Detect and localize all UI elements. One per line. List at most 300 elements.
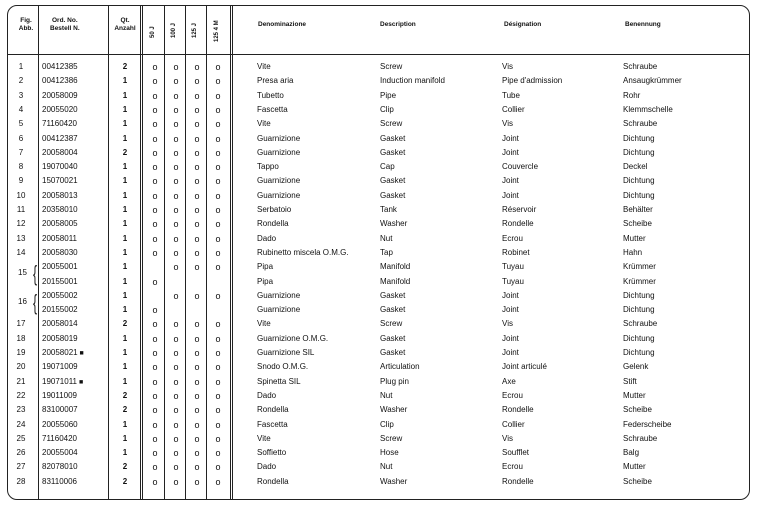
name-german: Schraube (623, 62, 658, 71)
name-german: Dichtung (623, 305, 655, 315)
model-applicability-mark: o (215, 433, 221, 444)
table-row (0, 174, 760, 188)
model-applicability-mark: o (152, 333, 158, 344)
model-applicability-mark: o (194, 133, 200, 144)
model-applicability-mark: o (194, 376, 200, 387)
table-row (0, 418, 760, 432)
table-row (0, 460, 760, 474)
fig-number: 16 (18, 296, 27, 306)
name-german: Klemmschelle (623, 104, 673, 114)
name-italian: Soffietto (257, 448, 287, 458)
model-applicability-mark: o (215, 405, 221, 416)
table-row (0, 203, 760, 217)
name-german: Dichtung (623, 133, 655, 143)
table-row (0, 346, 760, 360)
quantity: 1 (122, 433, 128, 443)
model-applicability-mark: o (152, 390, 158, 401)
fig-number: 21 (16, 376, 26, 386)
table-row (0, 89, 760, 103)
model-applicability-mark: o (173, 247, 179, 258)
name-english: Manifold (380, 276, 411, 286)
name-italian: Dado (257, 390, 277, 400)
order-number: 19071011 ■ (42, 376, 84, 386)
table-row (0, 403, 760, 417)
model-applicability-mark: o (173, 104, 179, 115)
model-applicability-mark: o (173, 147, 179, 158)
quantity: 1 (122, 76, 128, 86)
order-number: 20058009 (42, 90, 78, 100)
table-row (0, 389, 760, 403)
quantity: 2 (122, 147, 128, 157)
model-applicability-mark: o (173, 290, 179, 301)
quantity: 1 (122, 176, 128, 186)
model-applicability-mark: o (215, 233, 221, 244)
model-applicability-mark: o (215, 162, 221, 173)
name-italian: Tappo (257, 162, 279, 172)
table-row (0, 217, 760, 231)
name-german: Mutter (623, 462, 646, 472)
name-italian: Presa aria (257, 76, 294, 86)
fig-number: 15 (18, 268, 27, 278)
fig-number: 10 (16, 190, 26, 200)
name-english: Screw (380, 319, 403, 329)
table-row (0, 317, 760, 331)
fig-number: 18 (16, 333, 26, 343)
order-number: 20058021 ■ (42, 348, 84, 357)
name-english: Pipe (380, 90, 397, 100)
header-german: Benennung (625, 21, 661, 28)
name-english: Tap (380, 247, 393, 257)
model-applicability-mark: o (152, 104, 158, 115)
model-applicability-mark: o (173, 162, 179, 173)
model-applicability-mark: o (215, 76, 221, 87)
name-french: Joint (502, 190, 519, 200)
name-italian: Vite (257, 62, 271, 71)
name-french: Robinet (502, 247, 530, 257)
order-number: 20358010 (42, 205, 78, 214)
order-number: 20058005 (42, 219, 78, 229)
model-applicability-mark: o (194, 62, 200, 72)
model-applicability-mark: o (194, 262, 200, 273)
quantity: 1 (122, 262, 128, 272)
order-number: 20055060 (42, 419, 78, 429)
quantity: 1 (122, 162, 128, 172)
quantity: 1 (122, 247, 128, 257)
model-applicability-mark: o (173, 205, 179, 215)
name-french: Ecrou (502, 462, 523, 472)
fig-number: 26 (16, 448, 26, 458)
table-row (0, 232, 760, 246)
model-applicability-mark: o (215, 348, 221, 358)
name-italian: Vite (257, 433, 271, 443)
name-italian: Guarnizione (257, 190, 301, 200)
order-number: 20055002 (42, 290, 78, 300)
name-italian: Tubetto (257, 90, 284, 100)
fig-number: 12 (16, 219, 26, 229)
name-english: Articulation (380, 362, 420, 372)
order-number: 20055001 (42, 262, 78, 272)
model-applicability-mark: o (152, 190, 158, 201)
quantity: 1 (122, 276, 128, 286)
table-row (0, 475, 760, 489)
name-english: Cap (380, 162, 395, 172)
order-number: 20058030 (42, 247, 78, 257)
order-number: 20058013 (42, 190, 78, 200)
table-row (0, 160, 760, 174)
model-applicability-mark: o (152, 433, 158, 444)
quantity: 1 (122, 190, 128, 200)
model-applicability-mark: o (194, 190, 200, 201)
quantity: 1 (122, 419, 128, 429)
name-german: Gelenk (623, 362, 649, 372)
fig-number: 19 (16, 348, 26, 357)
model-applicability-mark: o (215, 119, 221, 130)
model-applicability-mark: o (173, 319, 179, 330)
model-applicability-mark: o (152, 219, 158, 230)
name-italian: Pipa (257, 262, 274, 272)
order-number: 15070021 (42, 176, 78, 186)
name-english: Gasket (380, 333, 406, 343)
model-applicability-mark: o (194, 90, 200, 101)
model-applicability-mark: o (194, 405, 200, 416)
name-english: Clip (380, 419, 394, 429)
name-french: Joint (502, 290, 519, 300)
name-french: Joint (502, 133, 519, 143)
name-english: Clip (380, 104, 394, 114)
table-row (0, 275, 760, 289)
model-applicability-mark: o (194, 462, 200, 473)
name-english: Nut (380, 233, 393, 243)
table-row (0, 103, 760, 117)
table-row (0, 446, 760, 460)
table-row (0, 303, 760, 317)
name-english: Gasket (380, 305, 406, 315)
quantity: 1 (122, 90, 128, 100)
header-model-125-4m: 125 4 M (214, 20, 220, 42)
table-row (0, 246, 760, 260)
model-applicability-mark: o (215, 219, 221, 230)
model-applicability-mark: o (173, 119, 179, 130)
header-qt: Qt. Anzahl (114, 17, 136, 32)
header-fig: Fig. Abb. (18, 17, 34, 32)
name-italian: Spinetta SIL (257, 376, 301, 386)
model-applicability-mark: o (173, 476, 179, 487)
name-german: Dichtung (623, 190, 655, 200)
name-english: Plug pin (380, 376, 409, 386)
order-number: 20155001 (42, 276, 78, 286)
model-applicability-mark: o (152, 162, 158, 173)
table-row (0, 117, 760, 131)
header-english: Description (380, 21, 416, 28)
name-english: Manifold (380, 262, 411, 272)
order-number: 82078010 (42, 462, 78, 472)
name-italian: Guarnizione (257, 290, 301, 300)
order-number: 71160420 (42, 433, 77, 443)
model-applicability-mark: o (173, 362, 179, 373)
fig-number: 14 (16, 247, 26, 257)
table-row (0, 189, 760, 203)
order-number: 00412386 (42, 76, 78, 86)
fig-number: 9 (18, 176, 24, 186)
model-applicability-mark: o (173, 333, 179, 344)
fig-number: 5 (18, 119, 24, 129)
order-number: 20055020 (42, 104, 78, 114)
name-english: Nut (380, 462, 393, 472)
name-french: Collier (502, 419, 525, 429)
marker-square: ■ (77, 378, 84, 386)
name-french: Tube (502, 90, 520, 100)
model-applicability-mark: o (215, 319, 221, 330)
quantity: 1 (122, 376, 128, 386)
model-applicability-mark: o (215, 376, 221, 387)
model-applicability-mark: o (194, 448, 200, 459)
quantity: 1 (122, 233, 128, 243)
model-applicability-mark: o (152, 90, 158, 101)
name-english: Gasket (380, 176, 406, 186)
model-applicability-mark: o (152, 247, 158, 258)
fig-number: 13 (16, 233, 26, 243)
name-german: Deckel (623, 162, 648, 172)
model-applicability-mark: o (194, 247, 200, 258)
name-french: Axe (502, 376, 516, 386)
name-french: Joint (502, 147, 519, 157)
order-number: 20058019 (42, 333, 78, 343)
name-english: Hose (380, 448, 399, 458)
quantity: 2 (122, 390, 128, 400)
name-german: Dichtung (623, 147, 655, 157)
group-brace: { (33, 289, 38, 315)
model-applicability-mark: o (194, 147, 200, 158)
header-divider (7, 54, 750, 55)
model-applicability-mark: o (173, 190, 179, 201)
name-french: Couvercle (502, 162, 539, 172)
header-ord: Ord. No. Bestell N. (50, 17, 80, 32)
model-applicability-mark: o (152, 348, 158, 358)
name-french: Rondelle (502, 476, 534, 486)
model-applicability-mark: o (194, 104, 200, 115)
model-applicability-mark: o (173, 462, 179, 473)
model-applicability-mark: o (173, 62, 179, 72)
model-applicability-mark: o (215, 362, 221, 373)
model-applicability-mark: o (215, 419, 221, 430)
name-french: Joint (502, 305, 519, 315)
name-german: Stift (623, 376, 637, 386)
name-french: Joint (502, 176, 519, 186)
name-english: Nut (380, 390, 393, 400)
order-number: 20155002 (42, 305, 78, 315)
table-row (0, 132, 760, 146)
name-italian: Vite (257, 119, 271, 129)
fig-number: 3 (18, 90, 24, 100)
name-english: Washer (380, 476, 408, 486)
name-german: Dichtung (623, 333, 655, 343)
name-english: Gasket (380, 348, 406, 357)
name-german: Federscheibe (623, 419, 672, 429)
name-german: Balg (623, 448, 640, 458)
name-german: Dichtung (623, 290, 655, 300)
name-italian: Pipa (257, 276, 274, 286)
name-german: Mutter (623, 390, 646, 400)
group-brace: { (33, 261, 38, 287)
model-applicability-mark: o (152, 376, 158, 387)
quantity: 1 (122, 219, 128, 229)
table-row (0, 260, 760, 274)
model-applicability-mark: o (152, 305, 158, 316)
model-applicability-mark: o (215, 262, 221, 273)
model-applicability-mark: o (152, 205, 158, 215)
order-number: 83110006 (42, 476, 77, 486)
name-italian: Rubinetto miscela O.M.G. (257, 247, 349, 257)
name-german: Rohr (623, 90, 641, 100)
model-applicability-mark: o (194, 119, 200, 130)
table-row (0, 360, 760, 374)
name-english: Screw (380, 62, 403, 71)
name-german: Hahn (623, 247, 643, 257)
table-row (0, 375, 760, 389)
model-applicability-mark: o (215, 147, 221, 158)
name-italian: Serbatoio (257, 205, 292, 214)
name-german: Behälter (623, 205, 653, 214)
model-applicability-mark: o (194, 348, 200, 358)
name-german: Ansaugkrümmer (623, 76, 682, 86)
model-applicability-mark: o (194, 176, 200, 187)
name-german: Scheibe (623, 476, 652, 486)
name-french: Vis (502, 433, 513, 443)
model-applicability-mark: o (215, 333, 221, 344)
order-number: 00412385 (42, 62, 78, 71)
name-english: Screw (380, 433, 403, 443)
name-english: Washer (380, 405, 408, 415)
model-applicability-mark: o (194, 290, 200, 301)
model-applicability-mark: o (152, 448, 158, 459)
quantity: 1 (122, 133, 128, 143)
order-number: 20058014 (42, 319, 78, 329)
fig-number: 11 (16, 205, 26, 214)
model-applicability-mark: o (152, 147, 158, 158)
name-italian: Fascetta (257, 419, 288, 429)
model-applicability-mark: o (215, 90, 221, 101)
name-italian: Guarnizione (257, 305, 301, 315)
name-french: Réservoir (502, 205, 537, 214)
name-french: Vis (502, 119, 513, 129)
order-number: 19011009 (42, 390, 77, 400)
name-italian: Fascetta (257, 104, 288, 114)
model-applicability-mark: o (173, 419, 179, 430)
name-french: Rondelle (502, 219, 534, 229)
model-applicability-mark: o (152, 76, 158, 87)
fig-number: 28 (16, 476, 26, 486)
name-german: Scheibe (623, 219, 652, 229)
name-italian: Vite (257, 319, 271, 329)
model-applicability-mark: o (173, 133, 179, 144)
model-applicability-mark: o (194, 419, 200, 430)
header-model-100: 100 J (171, 22, 177, 38)
model-applicability-mark: o (173, 348, 179, 358)
order-number: 71160420 (42, 119, 77, 129)
name-french: Pipe d'admission (502, 76, 563, 86)
order-number: 19070040 (42, 162, 78, 172)
name-german: Scheibe (623, 405, 652, 415)
model-applicability-mark: o (215, 205, 221, 215)
model-applicability-mark: o (215, 247, 221, 258)
name-german: Mutter (623, 233, 646, 243)
model-applicability-mark: o (152, 462, 158, 473)
model-applicability-mark: o (173, 262, 179, 273)
marker-square: ■ (77, 350, 84, 357)
model-applicability-mark: o (194, 362, 200, 373)
header-model-125: 125 J (192, 22, 198, 38)
model-applicability-mark: o (173, 376, 179, 387)
quantity: 1 (122, 348, 128, 357)
name-english: Gasket (380, 290, 406, 300)
order-number: 20058011 (42, 233, 77, 243)
quantity: 1 (122, 333, 128, 343)
quantity: 1 (122, 119, 128, 129)
model-applicability-mark: o (194, 390, 200, 401)
name-french: Tuyau (502, 262, 524, 272)
model-applicability-mark: o (215, 390, 221, 401)
name-english: Washer (380, 219, 408, 229)
fig-number: 1 (18, 62, 24, 71)
fig-number: 25 (16, 433, 26, 443)
fig-number: 17 (16, 319, 26, 329)
model-applicability-mark: o (173, 448, 179, 459)
name-french: Soufflet (502, 448, 529, 458)
quantity: 1 (122, 362, 128, 372)
model-applicability-mark: o (215, 476, 221, 487)
name-german: Schraube (623, 319, 658, 329)
model-applicability-mark: o (194, 333, 200, 344)
quantity: 1 (122, 290, 128, 300)
name-german: Dichtung (623, 176, 655, 186)
name-german: Krümmer (623, 276, 656, 286)
order-number: 20058004 (42, 147, 78, 157)
model-applicability-mark: o (194, 162, 200, 173)
model-applicability-mark: o (194, 233, 200, 244)
model-applicability-mark: o (152, 362, 158, 373)
fig-number: 6 (18, 133, 24, 143)
table-row (0, 289, 760, 303)
model-applicability-mark: o (215, 104, 221, 115)
name-german: Dichtung (623, 348, 655, 357)
model-applicability-mark: o (152, 133, 158, 144)
model-applicability-mark: o (215, 462, 221, 473)
fig-number: 2 (18, 76, 24, 86)
name-italian: Dado (257, 233, 277, 243)
name-english: Gasket (380, 190, 406, 200)
name-italian: Guarnizione (257, 147, 301, 157)
model-applicability-mark: o (152, 405, 158, 416)
model-applicability-mark: o (152, 276, 158, 287)
name-italian: Guarnizione (257, 176, 301, 186)
model-applicability-mark: o (152, 233, 158, 244)
model-applicability-mark: o (152, 419, 158, 430)
name-english: Gasket (380, 147, 406, 157)
model-applicability-mark: o (173, 176, 179, 187)
model-applicability-mark: o (173, 233, 179, 244)
model-applicability-mark: o (173, 219, 179, 230)
name-french: Vis (502, 319, 513, 329)
model-applicability-mark: o (215, 133, 221, 144)
name-italian: Rondella (257, 476, 289, 486)
model-applicability-mark: o (215, 176, 221, 187)
model-applicability-mark: o (215, 290, 221, 301)
model-applicability-mark: o (215, 448, 221, 459)
model-applicability-mark: o (194, 433, 200, 444)
name-english: Induction manifold (380, 76, 445, 86)
order-number: 00412387 (42, 133, 78, 143)
fig-number: 22 (16, 390, 26, 400)
